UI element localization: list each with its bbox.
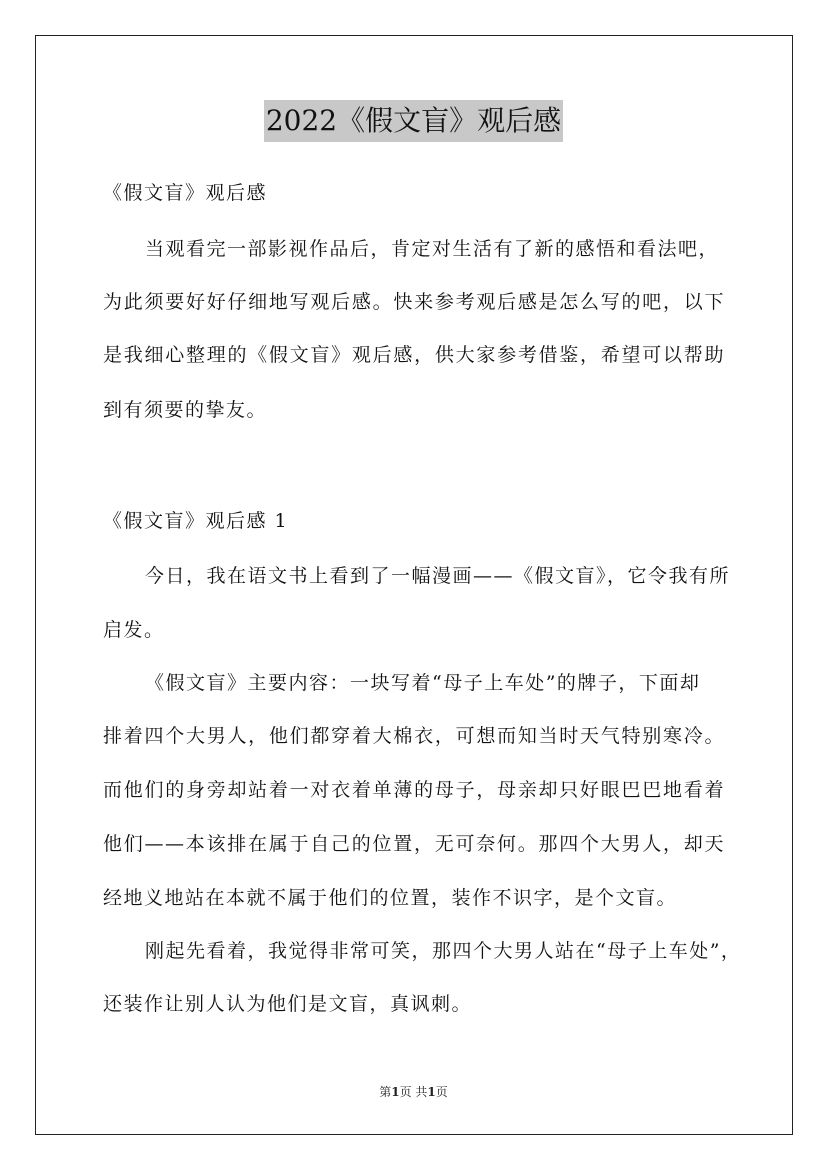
paragraph-line: 是我细心整理的《假文盲》观后感，供大家参考借鉴，希望可以帮助	[103, 344, 725, 366]
paragraph-line: 经地义地站在本就不属于他们的位置，装作不识字，是个文盲。	[103, 887, 678, 909]
page-footer	[0, 1083, 827, 1101]
document-title: 2022《假文盲》观后感	[264, 100, 563, 142]
paragraph-line: 还装作让别人认为他们是文盲，真讽刺。	[103, 993, 473, 1015]
paragraph-line: 排着四个大男人，他们都穿着大棉衣，可想而知当时天气特别寒冷。	[103, 725, 725, 747]
paragraph-line: 刚起先看着，我觉得非常可笑，那四个大男人站在“母子上车处”，	[145, 940, 742, 962]
paragraph-line: 《假文盲》主要内容：一块写着“母子上车处”的牌子，下面却	[145, 672, 701, 694]
paragraph-line: 到有须要的挚友。	[103, 399, 268, 421]
footer-page-number: 1	[391, 1085, 400, 1099]
footer-mid: 页 共	[399, 1085, 428, 1099]
paragraph-line: 启发。	[103, 619, 165, 641]
section-heading: 《假文盲》观后感 1	[103, 510, 289, 532]
paragraph-line: 他们——本该排在属于自己的位置，无可奈何。那四个大男人，却天	[103, 833, 725, 855]
footer-prefix: 第	[379, 1085, 392, 1099]
paragraph-line: 而他们的身旁却站着一对衣着单薄的母子，母亲却只好眼巴巴地看着	[103, 779, 725, 801]
paragraph-line: 今日，我在语文书上看到了一幅漫画——《假文盲》，它令我有所	[145, 565, 731, 587]
footer-suffix: 页	[435, 1085, 448, 1099]
paragraph-line: 为此须要好好仔细地写观后感。快来参考观后感是怎么写的吧，以下	[103, 291, 725, 313]
paragraph-line: 当观看完一部影视作品后，肯定对生活有了新的感悟和看法吧，	[145, 238, 720, 260]
footer-total-pages: 1	[427, 1085, 436, 1099]
subtitle-line: 《假文盲》观后感	[103, 182, 268, 204]
title-container	[0, 100, 827, 142]
